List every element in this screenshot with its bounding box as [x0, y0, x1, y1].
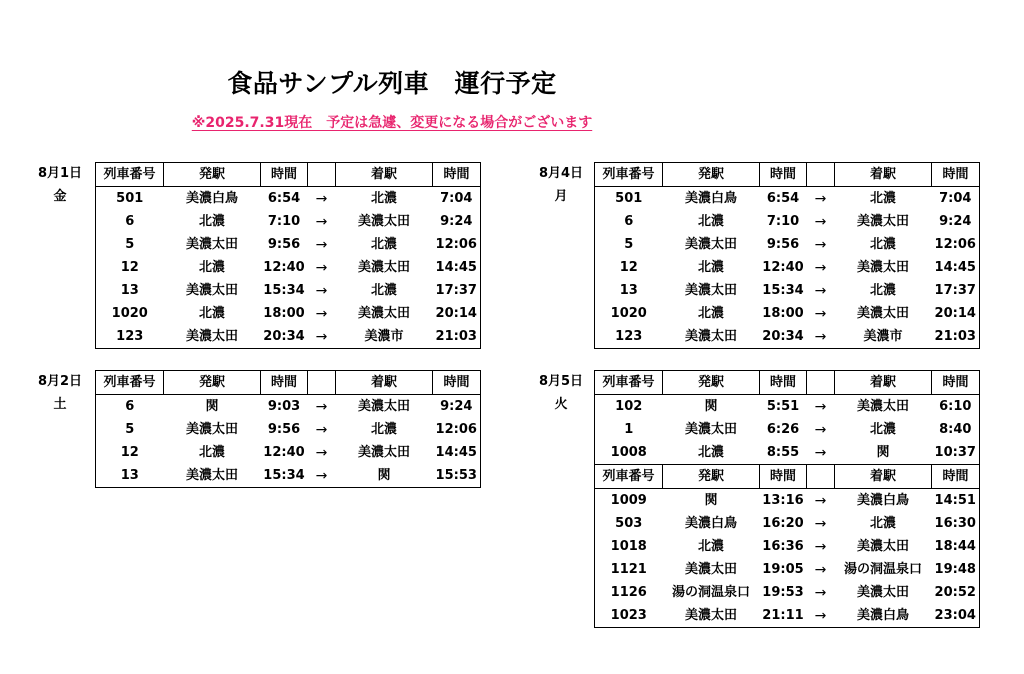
arrow-icon: → — [315, 421, 328, 438]
arrow-icon: → — [315, 282, 328, 299]
table-row — [595, 279, 980, 302]
departure-time: 12:40 — [762, 259, 804, 275]
train-number: 12 — [120, 259, 139, 275]
arrival-station: 美濃市 — [364, 328, 404, 344]
train-number: 1121 — [610, 561, 647, 577]
departure-time: 15:34 — [263, 282, 305, 298]
arrow-icon: → — [814, 398, 827, 415]
arrow-icon: → — [814, 328, 827, 345]
arrow-icon: → — [315, 259, 328, 276]
column-header: 発駅 — [663, 465, 760, 489]
arrival-station: 北濃 — [869, 236, 896, 252]
arrival-station: 美濃太田 — [357, 259, 410, 275]
column-header: 時間 — [932, 465, 980, 489]
column-header: 時間 — [760, 163, 807, 187]
train-number: 123 — [116, 328, 144, 344]
table-row — [595, 535, 980, 558]
arrival-time: 6:10 — [939, 398, 972, 414]
table-header-row — [595, 465, 980, 489]
arrow-icon: → — [814, 444, 827, 461]
arrow-icon: → — [814, 492, 827, 509]
departure-time: 19:53 — [762, 584, 804, 600]
arrival-time: 14:51 — [934, 492, 976, 508]
departure-station: 北濃 — [198, 305, 225, 321]
train-number: 5 — [125, 236, 135, 252]
departure-time: 12:40 — [263, 259, 305, 275]
table-row — [595, 187, 980, 211]
departure-station: 美濃太田 — [684, 328, 737, 344]
table-row — [96, 302, 481, 325]
arrow-icon: → — [814, 561, 827, 578]
train-number: 1023 — [610, 607, 647, 623]
arrival-station: 北濃 — [370, 282, 397, 298]
departure-time: 7:10 — [766, 213, 800, 229]
train-number: 1126 — [610, 584, 647, 600]
column-header: 時間 — [932, 163, 980, 187]
arrow-icon: → — [315, 467, 328, 484]
departure-station: 美濃太田 — [684, 607, 737, 623]
arrival-station: 美濃白鳥 — [856, 492, 909, 508]
arrival-station: 美濃太田 — [856, 584, 909, 600]
table-row — [96, 233, 481, 256]
column-header: 列車番号 — [96, 163, 164, 187]
train-number: 12 — [120, 444, 139, 460]
arrival-time: 7:04 — [939, 190, 972, 206]
arrival-station: 北濃 — [370, 236, 397, 252]
departure-time: 9:56 — [267, 421, 301, 437]
departure-time: 18:00 — [263, 305, 305, 321]
arrival-time: 9:24 — [440, 213, 473, 229]
schedule-weekday: 土 — [53, 397, 67, 412]
arrival-station: 美濃太田 — [357, 305, 410, 321]
departure-time: 7:10 — [267, 213, 301, 229]
departure-time: 9:56 — [267, 236, 301, 252]
arrow-icon: → — [814, 515, 827, 532]
departure-time: 15:34 — [762, 282, 804, 298]
arrival-station: 湯の洞温泉口 — [843, 561, 922, 577]
arrow-icon: → — [315, 328, 328, 345]
column-header: 列車番号 — [595, 465, 663, 489]
table-row — [595, 256, 980, 279]
arrival-station: 美濃白鳥 — [856, 607, 909, 623]
departure-time: 9:03 — [267, 398, 301, 414]
departure-station: 関 — [704, 398, 718, 414]
departure-station: 北濃 — [198, 444, 225, 460]
table-row — [595, 233, 980, 256]
arrival-time: 12:06 — [934, 236, 976, 252]
arrival-station: 北濃 — [869, 282, 896, 298]
column-header — [308, 163, 336, 187]
column-header — [308, 371, 336, 395]
arrow-icon: → — [814, 259, 827, 276]
arrow-icon: → — [814, 421, 827, 438]
train-number: 1020 — [610, 305, 647, 321]
arrival-station: 北濃 — [869, 190, 896, 206]
departure-time: 5:51 — [766, 398, 800, 414]
departure-time: 6:54 — [267, 190, 301, 206]
train-number: 501 — [116, 190, 144, 206]
table-row — [595, 395, 980, 419]
arrival-time: 19:48 — [934, 561, 976, 577]
table-row — [96, 395, 481, 419]
train-number: 13 — [120, 282, 139, 298]
departure-station: 美濃太田 — [684, 236, 737, 252]
table-row — [96, 418, 481, 441]
departure-station: 北濃 — [697, 305, 724, 321]
arrival-time: 9:24 — [440, 398, 473, 414]
schedule-weekday: 金 — [53, 189, 67, 204]
arrival-station: 関 — [377, 467, 391, 483]
column-header: 着駅 — [835, 371, 932, 395]
departure-time: 6:26 — [766, 421, 800, 437]
departure-station: 北濃 — [198, 213, 225, 229]
column-header: 時間 — [261, 371, 308, 395]
departure-station: 北濃 — [697, 259, 724, 275]
arrival-time: 14:45 — [934, 259, 976, 275]
train-number: 13 — [120, 467, 139, 483]
arrival-station: 関 — [876, 444, 890, 460]
arrival-time: 18:44 — [934, 538, 976, 554]
schedule-weekday: 火 — [554, 397, 568, 412]
arrow-icon: → — [814, 282, 827, 299]
departure-time: 9:56 — [766, 236, 800, 252]
column-header: 時間 — [433, 371, 481, 395]
departure-time: 18:00 — [762, 305, 804, 321]
departure-time: 19:05 — [762, 561, 804, 577]
arrival-station: 美濃太田 — [856, 259, 909, 275]
table-header-row — [595, 371, 980, 395]
arrival-time: 14:45 — [435, 259, 477, 275]
schedule-weekday: 月 — [554, 189, 568, 204]
arrival-station: 北濃 — [869, 515, 896, 531]
arrival-station: 美濃太田 — [856, 398, 909, 414]
train-number: 503 — [615, 515, 643, 531]
schedule-notice — [0, 112, 784, 132]
timetable — [95, 370, 481, 488]
column-header: 列車番号 — [595, 163, 663, 187]
column-header: 発駅 — [164, 163, 261, 187]
table-row — [595, 604, 980, 628]
train-number: 12 — [619, 259, 638, 275]
timetable — [95, 162, 481, 349]
table-row — [96, 464, 481, 488]
departure-station: 関 — [205, 398, 219, 414]
arrow-icon: → — [315, 190, 328, 207]
column-header: 列車番号 — [96, 371, 164, 395]
table-row — [595, 325, 980, 349]
arrival-time: 17:37 — [435, 282, 477, 298]
departure-station: 美濃太田 — [684, 282, 737, 298]
arrow-icon: → — [814, 213, 827, 230]
column-header: 発駅 — [663, 371, 760, 395]
table-row — [595, 489, 980, 513]
train-number: 1009 — [610, 492, 647, 508]
schedule-date: 8月1日 — [37, 166, 83, 181]
arrow-icon: → — [315, 236, 328, 253]
departure-station: 湯の洞温泉口 — [671, 584, 750, 600]
arrival-time: 17:37 — [934, 282, 976, 298]
arrow-icon: → — [315, 444, 328, 461]
train-number: 1008 — [610, 444, 647, 460]
arrival-time: 21:03 — [934, 328, 976, 344]
train-number: 5 — [125, 421, 135, 437]
arrival-station: 美濃太田 — [856, 538, 909, 554]
departure-station: 美濃太田 — [185, 282, 238, 298]
arrival-station: 美濃太田 — [856, 213, 909, 229]
departure-station: 北濃 — [697, 213, 724, 229]
column-header — [807, 371, 835, 395]
departure-station: 北濃 — [198, 259, 225, 275]
train-number: 102 — [615, 398, 643, 414]
column-header: 時間 — [760, 371, 807, 395]
schedule-date: 8月4日 — [538, 166, 584, 181]
column-header — [807, 465, 835, 489]
arrow-icon: → — [814, 538, 827, 555]
departure-time: 20:34 — [762, 328, 804, 344]
arrival-time: 20:52 — [934, 584, 976, 600]
table-row — [96, 441, 481, 464]
arrow-icon: → — [814, 190, 827, 207]
train-number: 1020 — [111, 305, 148, 321]
arrow-icon: → — [814, 607, 827, 624]
departure-time: 21:11 — [762, 607, 804, 623]
table-header-row — [595, 163, 980, 187]
departure-station: 美濃太田 — [684, 561, 737, 577]
train-number: 6 — [624, 213, 634, 229]
arrival-station: 北濃 — [869, 421, 896, 437]
departure-time: 13:16 — [762, 492, 804, 508]
column-header: 着駅 — [336, 163, 433, 187]
arrow-icon: → — [814, 584, 827, 601]
arrival-time: 9:24 — [939, 213, 972, 229]
arrival-time: 14:45 — [435, 444, 477, 460]
train-number: 6 — [125, 213, 135, 229]
arrival-time: 20:14 — [435, 305, 477, 321]
timetable — [594, 162, 980, 349]
table-row — [96, 279, 481, 302]
arrival-time: 7:04 — [440, 190, 473, 206]
table-row — [595, 558, 980, 581]
table-header-row — [96, 371, 481, 395]
departure-time: 16:20 — [762, 515, 804, 531]
departure-station: 美濃太田 — [185, 236, 238, 252]
arrow-icon: → — [814, 236, 827, 253]
column-header: 時間 — [261, 163, 308, 187]
arrow-icon: → — [315, 398, 328, 415]
table-row — [595, 302, 980, 325]
column-header: 時間 — [433, 163, 481, 187]
train-number: 13 — [619, 282, 638, 298]
departure-time: 8:55 — [766, 444, 800, 460]
departure-station: 美濃白鳥 — [684, 190, 737, 206]
table-row — [96, 187, 481, 211]
table-row — [96, 325, 481, 349]
arrival-time: 21:03 — [435, 328, 477, 344]
arrival-station: 美濃太田 — [357, 398, 410, 414]
departure-station: 美濃白鳥 — [684, 515, 737, 531]
arrival-station: 美濃太田 — [856, 305, 909, 321]
table-header-row — [96, 163, 481, 187]
arrival-station: 北濃 — [370, 421, 397, 437]
train-number: 1018 — [610, 538, 647, 554]
departure-time: 15:34 — [263, 467, 305, 483]
arrival-time: 20:14 — [934, 305, 976, 321]
departure-station: 北濃 — [697, 538, 724, 554]
departure-station: 美濃太田 — [185, 421, 238, 437]
arrival-station: 美濃太田 — [357, 213, 410, 229]
departure-time: 16:36 — [762, 538, 804, 554]
column-header — [807, 163, 835, 187]
departure-station: 美濃太田 — [185, 467, 238, 483]
train-number: 501 — [615, 190, 643, 206]
schedule-date: 8月2日 — [37, 374, 83, 389]
arrival-station: 北濃 — [370, 190, 397, 206]
train-number: 1 — [624, 421, 634, 437]
arrival-time: 8:40 — [939, 421, 972, 437]
column-header: 着駅 — [835, 465, 932, 489]
column-header: 着駅 — [336, 371, 433, 395]
schedule-date: 8月5日 — [538, 374, 584, 389]
departure-station: 美濃白鳥 — [185, 190, 238, 206]
column-header: 時間 — [760, 465, 807, 489]
departure-station: 北濃 — [697, 444, 724, 460]
column-header: 時間 — [932, 371, 980, 395]
train-number: 6 — [125, 398, 135, 414]
departure-time: 6:54 — [766, 190, 800, 206]
departure-station: 関 — [704, 492, 718, 508]
arrow-icon: → — [814, 305, 827, 322]
table-row — [96, 256, 481, 279]
table-row — [595, 581, 980, 604]
train-number: 123 — [615, 328, 643, 344]
column-header: 列車番号 — [595, 371, 663, 395]
departure-time: 20:34 — [263, 328, 305, 344]
page-title: 食品サンプル列車 運行予定 — [227, 69, 557, 98]
departure-station: 美濃太田 — [185, 328, 238, 344]
arrow-icon: → — [315, 213, 328, 230]
arrival-time: 15:53 — [435, 467, 477, 483]
arrival-time: 12:06 — [435, 421, 477, 437]
table-row — [595, 210, 980, 233]
table-row — [595, 418, 980, 441]
arrival-station: 美濃太田 — [357, 444, 410, 460]
table-row — [595, 441, 980, 465]
arrival-time: 23:04 — [934, 607, 976, 623]
arrow-icon: → — [315, 305, 328, 322]
table-row — [595, 512, 980, 535]
train-number: 5 — [624, 236, 634, 252]
table-row — [96, 210, 481, 233]
column-header: 着駅 — [835, 163, 932, 187]
arrival-station: 美濃市 — [863, 328, 903, 344]
departure-station: 美濃太田 — [684, 421, 737, 437]
notice-text: ※2025.7.31現在 予定は急遽、変更になる場合がございます — [191, 115, 593, 131]
timetable — [594, 370, 980, 628]
arrival-time: 16:30 — [934, 515, 976, 531]
column-header: 発駅 — [663, 163, 760, 187]
departure-time: 12:40 — [263, 444, 305, 460]
arrival-time: 10:37 — [934, 444, 976, 460]
arrival-time: 12:06 — [435, 236, 477, 252]
column-header: 発駅 — [164, 371, 261, 395]
